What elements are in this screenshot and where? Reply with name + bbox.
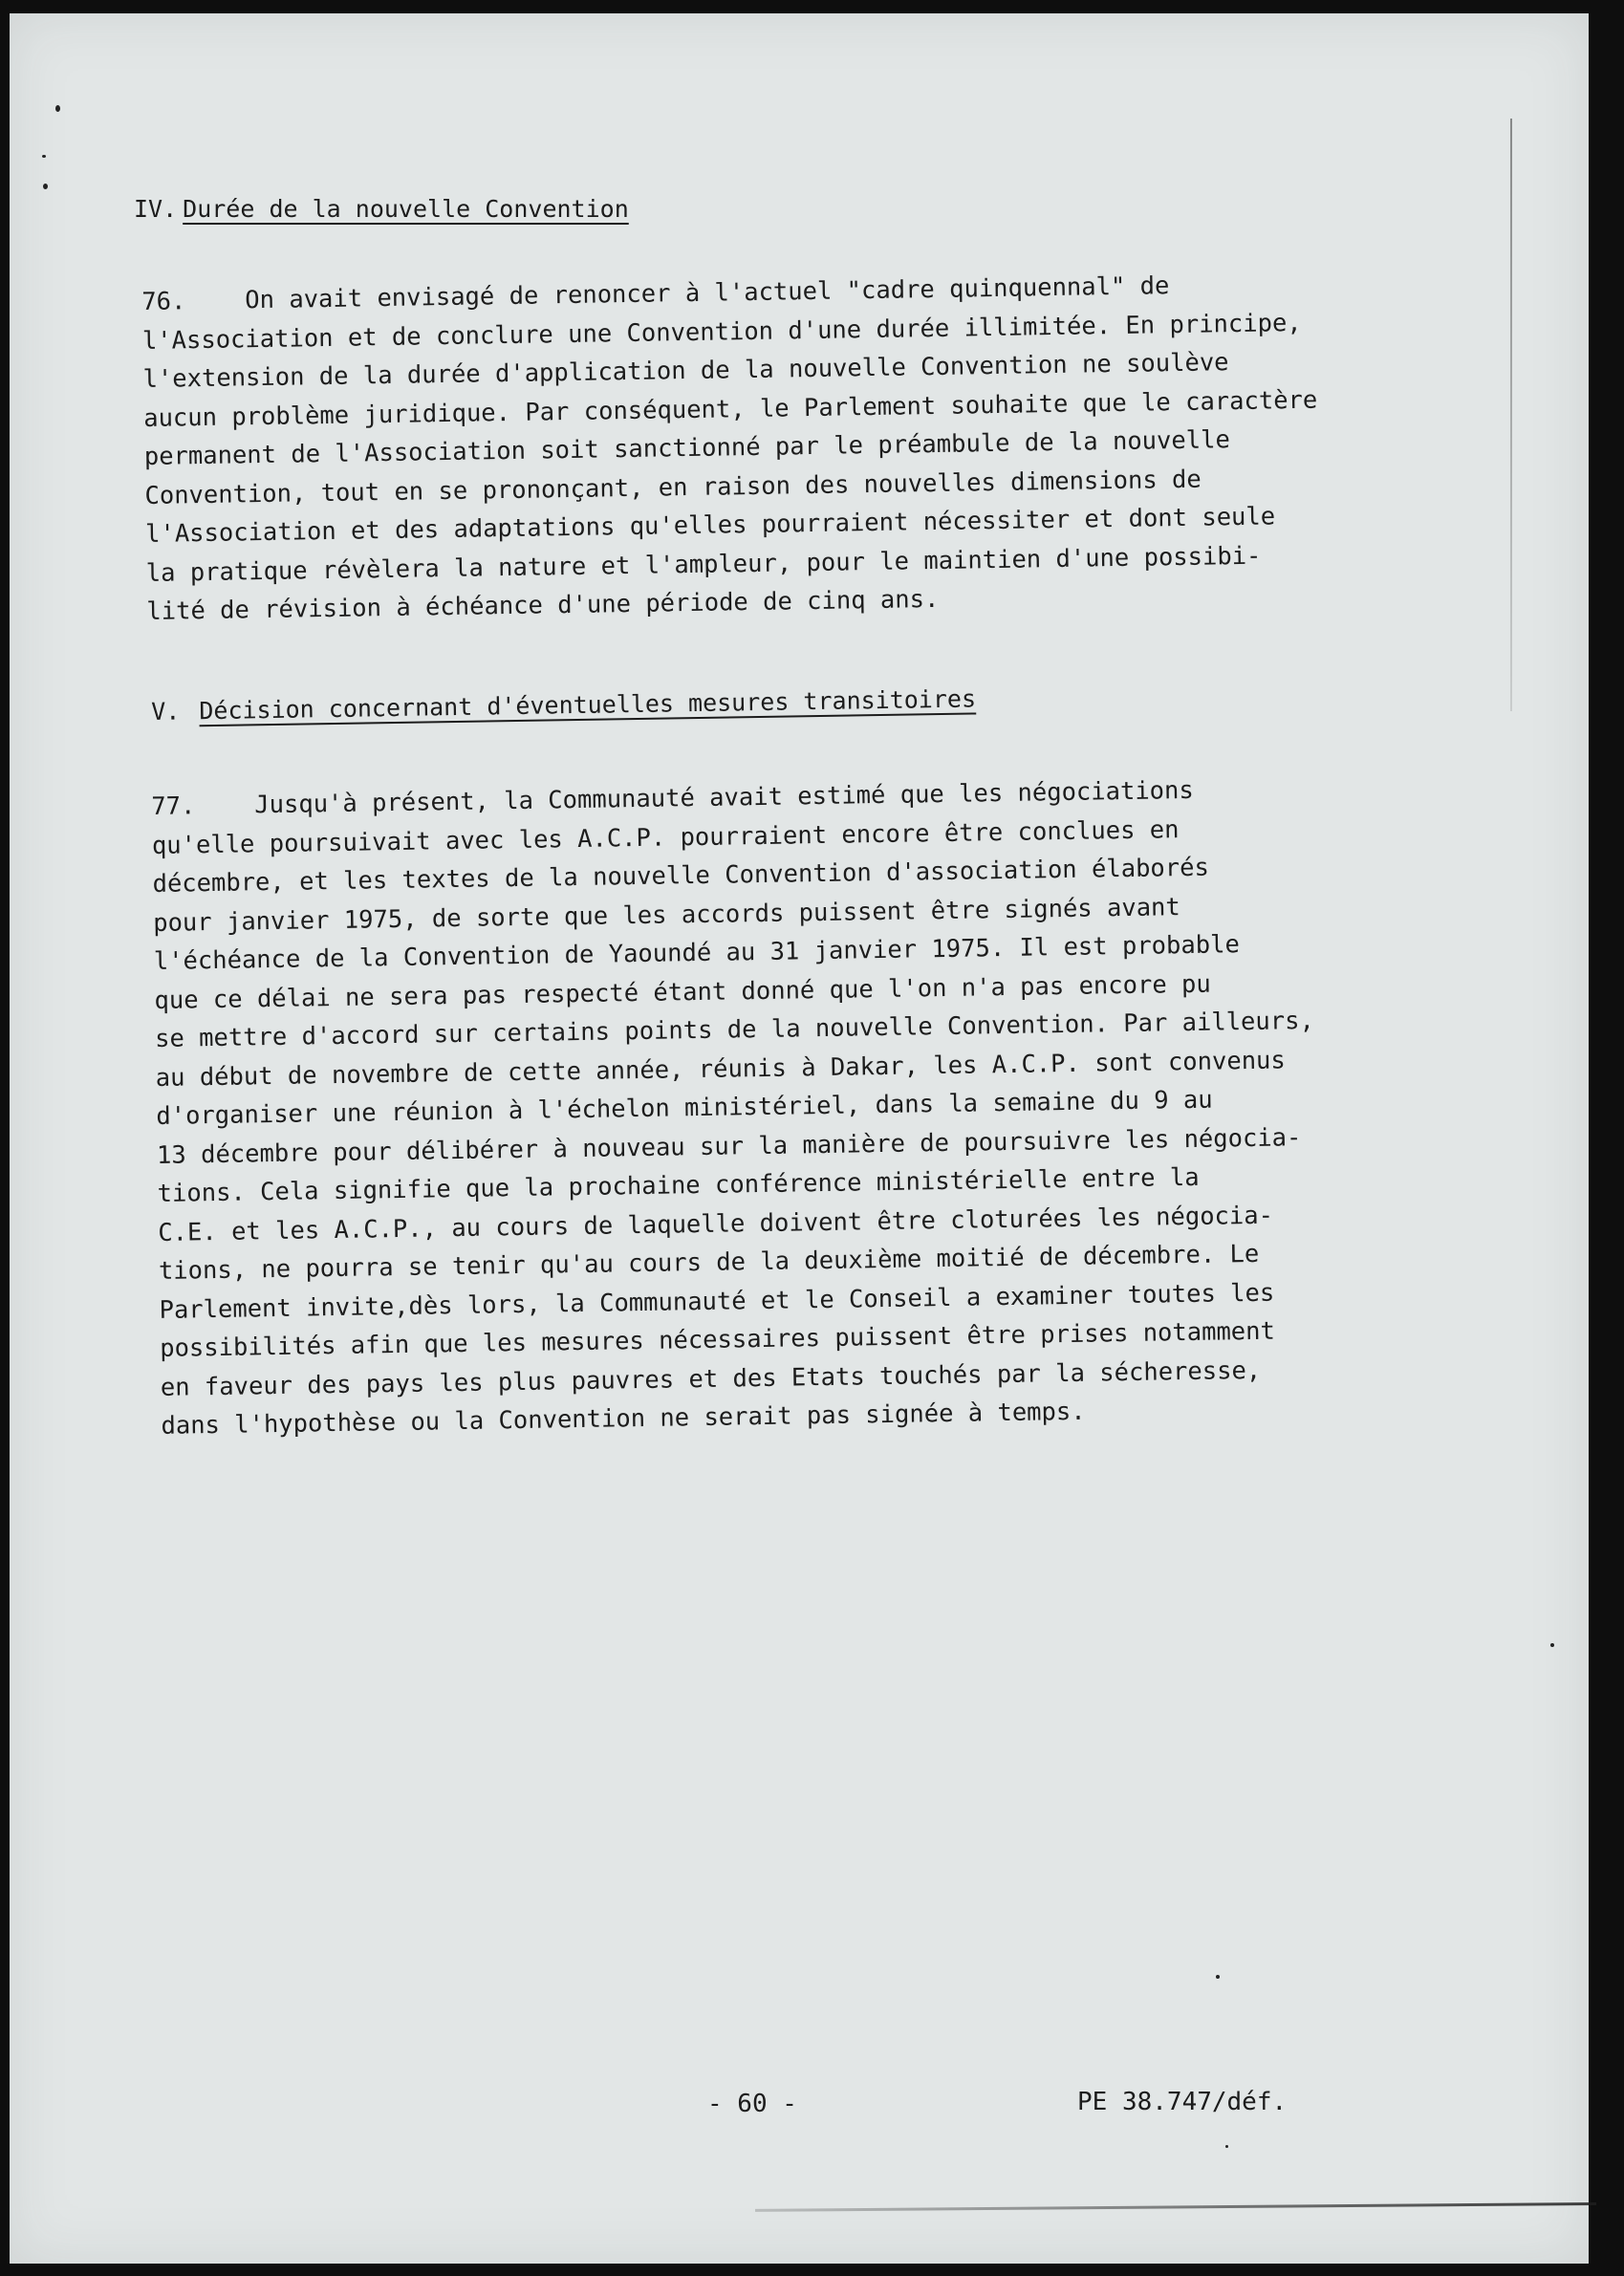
paragraph-77	[151, 770, 1321, 1445]
paragraph-line: la pratique révèlera la nature et l'ampleur, pour le maintien d'une possibi-	[145, 541, 1262, 588]
paragraph-line: au début de novembre de cette année, réunis à Dakar, les A.C.P. sont convenus	[155, 1045, 1286, 1093]
paragraph-line: dans l'hypothèse ou la Convention ne serait pas signée à temps.	[161, 1397, 1086, 1441]
paragraph-line: Parlement invite,dès lors, la Communauté et le Conseil a examiner toutes les	[159, 1278, 1275, 1325]
paragraph-line: l'échéance de la Convention de Yaoundé au 31 janvier 1975. Il est probable	[153, 930, 1241, 976]
paragraph-line: en faveur des pays les plus pauvres et des Etats touchés par la sécheresse,	[160, 1355, 1262, 1402]
paragraph-line: permanent de l'Association soit sanctionné par le préambule de la nouvelle	[143, 425, 1231, 471]
paragraph-line: aucun problème juridique. Par conséquent, le Parlement souhaite que le caractère	[142, 385, 1318, 433]
paragraph-line: C.E. et les A.C.P., au cours de laquelle doivent être cloturées les négocia-	[158, 1201, 1274, 1247]
paragraph-76	[141, 265, 1321, 632]
paragraph-line: l'extension de la durée d'application de la nouvelle Convention ne soulève	[142, 348, 1229, 394]
scan-speck	[1225, 2145, 1228, 2148]
paragraph-line: se mettre d'accord sur certains points de la nouvelle Convention. Par ailleurs,	[154, 1006, 1315, 1053]
paragraph-number: 76.	[141, 287, 186, 316]
section-number: V.	[151, 697, 181, 726]
paragraph-line: tions, ne pourra se tenir qu'au cours de la deuxième moitié de décembre. Le	[158, 1239, 1260, 1286]
paragraph-line: 13 décembre pour délibérer à nouveau sur la manière de poursuivre les négocia-	[156, 1122, 1302, 1170]
margin-line	[1510, 119, 1512, 711]
paragraph-line: d'organiser une réunion à l'échelon ministériel, dans la semaine du 9 au	[156, 1085, 1213, 1131]
scan-speck	[1216, 1975, 1220, 1979]
paragraph-line: pour janvier 1975, de sorte que les accords puissent être signés avant	[152, 892, 1180, 938]
scan-speck	[43, 184, 48, 189]
page-number: - 60 -	[707, 2090, 797, 2118]
document-page	[10, 13, 1589, 2264]
bottom-scan-line	[755, 2202, 1596, 2212]
paragraph-line: que ce délai ne sera pas respecté étant donné que l'on n'a pas encore pu	[154, 969, 1211, 1015]
paragraph-line: l'Association et des adaptations qu'elles pourraient nécessiter et dont seule	[144, 502, 1276, 549]
paragraph-line: 77. Jusqu'à présent, la Communauté avait estimé que les négociations	[151, 770, 1310, 827]
section-title: Décision concernant d'éventuelles mesures transitoires	[199, 684, 977, 726]
paragraph-line: tions. Cela signifie que la prochaine conférence ministérielle entre la	[157, 1162, 1200, 1208]
scan-speck	[1550, 1643, 1554, 1647]
section-number: IV.	[134, 195, 178, 223]
section-title: Durée de la nouvelle Convention	[183, 195, 629, 223]
section-heading-iv	[134, 195, 629, 223]
paragraph-line: l'Association et de conclure une Convention d'une durée illimitée. En principe,	[141, 308, 1302, 356]
paragraph-line: qu'elle poursuivait avec les A.C.P. pourraient encore être conclues en	[151, 814, 1180, 860]
scan-speck	[42, 155, 46, 158]
paragraph-line: possibilités afin que les mesures nécessaires puissent être prises notamment	[159, 1316, 1276, 1363]
paragraph-line: Convention, tout en se prononçant, en raison des nouvelles dimensions de	[144, 465, 1202, 510]
document-reference: PE 38.747/déf.	[1077, 2088, 1288, 2116]
paragraph-line: décembre, et les textes de la nouvelle Convention d'association élaborés	[152, 853, 1210, 899]
paragraph-line: 76. On avait envisagé de renoncer à l'actuel "cadre quinquennal" de	[141, 265, 1316, 322]
paragraph-line: lité de révision à échéance d'une période de cinq ans.	[146, 584, 940, 626]
scan-speck	[55, 105, 60, 112]
section-heading-v	[151, 684, 976, 726]
paragraph-number: 77.	[151, 791, 196, 821]
